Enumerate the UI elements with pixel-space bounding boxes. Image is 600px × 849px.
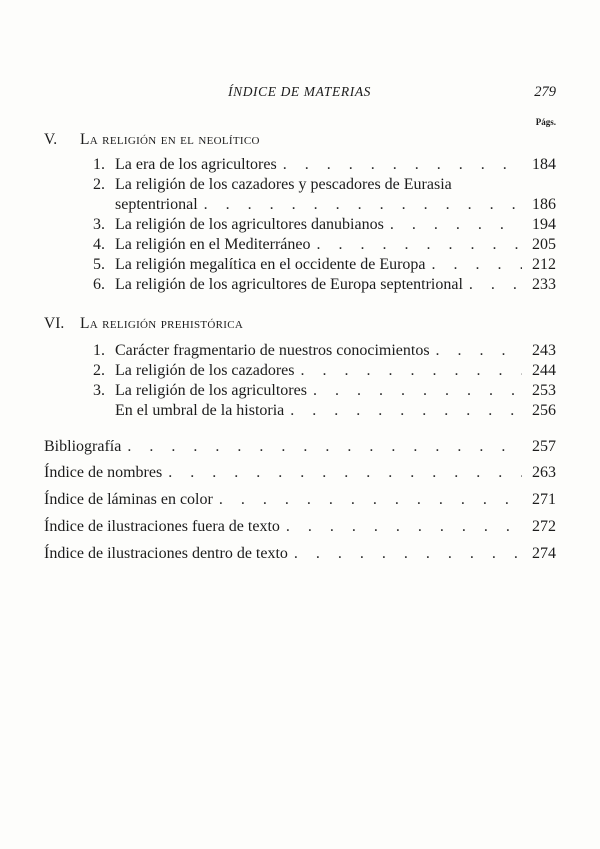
entry-page: 272 [532,518,556,535]
section-heading-vi [44,315,243,333]
running-header [228,84,556,101]
dot-leader [277,155,522,175]
entry-title: Índice de nombres [44,464,163,481]
dot-leader [162,463,522,483]
entry-title: Carácter fragmentario de nuestros conocimientos [115,342,430,359]
section-numeral: VI. [44,315,65,332]
back-matter-entry [44,463,556,483]
entry-page: 233 [532,276,556,293]
entry-title: Índice de láminas en color [44,491,213,508]
section-title: La religión prehistórica [80,315,244,332]
toc-entry [80,361,556,381]
dot-leader [284,401,522,421]
entry-page: 274 [532,545,556,562]
dot-leader [213,490,522,510]
toc-entry [80,275,556,295]
entry-number: 3. [93,382,105,399]
entry-number: 2. [93,362,105,379]
dot-leader [310,235,522,255]
entry-page: 263 [532,464,556,481]
toc-entry [80,341,556,361]
dot-leader [198,195,522,215]
dot-leader [307,381,522,401]
entry-page: 256 [532,402,556,419]
entry-title: Índice de ilustraciones dentro de texto [44,545,288,562]
entry-title: La religión de los agricultores de Europa septentrional [115,276,463,293]
section-numeral: V. [44,131,58,148]
entry-number: 6. [93,276,105,293]
entry-number: 5. [93,256,105,273]
entry-page: 186 [532,196,556,213]
entry-page: 184 [532,156,556,173]
dot-leader [463,275,522,295]
entry-title: En el umbral de la historia [115,402,285,419]
entry-page: 243 [532,342,556,359]
entry-title: Bibliografía [44,438,122,455]
entry-number: 3. [93,216,105,233]
entry-title: La religión de los cazadores [115,362,295,379]
dot-leader [121,437,522,457]
entry-title: septentrional [115,196,198,213]
entry-page: 205 [532,236,556,253]
entry-number: 1. [93,156,105,173]
back-matter-entry [44,517,556,537]
entry-number: 4. [93,236,105,253]
entry-title: La religión de los agricultores danubianos [115,216,384,233]
back-matter-entry [44,490,556,510]
toc-entry [80,155,556,175]
entry-page: 271 [532,491,556,508]
entry-title: La era de los agricultores [115,156,277,173]
entry-title: La religión de los agricultores [115,382,307,399]
dot-leader [280,517,522,537]
dot-leader [430,341,522,361]
entry-page: 253 [532,382,556,399]
entry-number: 2. [93,176,105,193]
toc-entry [80,175,556,195]
entry-page: 244 [532,362,556,379]
entry-number: 1. [93,342,105,359]
entry-title: La religión de los cazadores y pescadores de Eurasia [115,176,452,193]
entry-title: La religión megalítica en el occidente de Europa [115,256,426,273]
entry-title: La religión en el Mediterráneo [115,236,311,253]
dot-leader [384,215,522,235]
pags-column-label: Págs. [535,117,556,127]
entry-title: Índice de ilustraciones fuera de texto [44,518,280,535]
toc-entry [80,401,556,421]
toc-entry [80,255,556,275]
section-heading-v [44,131,260,149]
toc-entry [80,381,556,401]
dot-leader [294,361,522,381]
page-number: 279 [534,84,556,100]
back-matter-entry [44,544,556,564]
running-title: ÍNDICE DE MATERIAS [228,84,372,99]
toc-entry [80,215,556,235]
toc-entry [80,235,556,255]
dot-leader [288,544,522,564]
back-matter-entry [44,437,556,457]
section-title: La religión en el neolítico [80,131,260,148]
dot-leader [426,255,522,275]
entry-page: 212 [532,256,556,273]
toc-entry-continuation [115,195,556,215]
entry-page: 257 [532,438,556,455]
entry-page: 194 [532,216,556,233]
